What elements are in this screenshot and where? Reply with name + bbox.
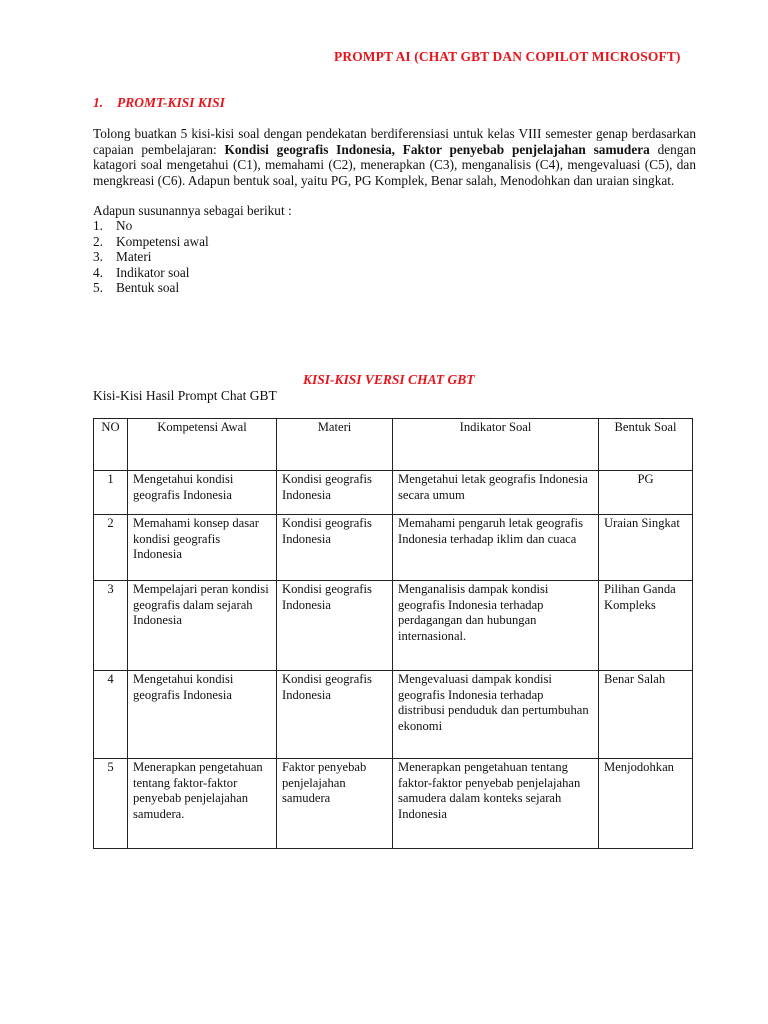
list-item-text: Materi [116,249,152,264]
section-heading-text: PROMT-KISI KISI [117,95,225,110]
kisi-table [93,418,693,849]
cell-materi: Kondisi geografis Indonesia [277,671,393,759]
list-item [93,218,209,234]
list-item-number: 2. [93,233,103,249]
list-item-text: Kompetensi awal [116,233,209,249]
cell-materi: Faktor penyebab penjelajahan samudera [277,759,393,849]
list-item-text: Bentuk soal [116,280,180,295]
cell-no: 3 [94,581,128,671]
section-number: 1. [93,95,104,110]
paragraph-part-2: dengan katagori soal mengetahui (C1), memahami (C2), menerapkan (C3), menganalisis (C4), mengevaluasi (C5), dan mengkreasi (C6). Adapun bentuk soal, yaitu PG, PG Komplek, Benar salah, Menodohkan dan uraian singkat. [93,141,696,188]
header-bentuk: Bentuk Soal [599,419,693,471]
list-item [93,280,209,296]
cell-no: 4 [94,671,128,759]
document-title: PROMPT AI (CHAT GBT DAN COPILOT MICROSOFT) [334,49,681,64]
kisi-subheading: Kisi-Kisi Hasil Prompt Chat GBT [93,388,277,403]
cell-kompetensi: Menerapkan pengetahuan tentang faktor-faktor penyebab penjelajahan samudera. [128,759,277,849]
cell-kompetensi: Mempelajari peran kondisi geografis dalam sejarah Indonesia [128,581,277,671]
cell-no: 1 [94,471,128,515]
cell-bentuk: Uraian Singkat [599,515,693,581]
cell-materi: Kondisi geografis Indonesia [277,581,393,671]
list-item-number: 4. [93,264,103,280]
cell-bentuk: Menjodohkan [599,759,693,849]
table-row [94,759,693,849]
list-intro: Adapun susunannya sebagai berikut : [93,203,292,218]
cell-bentuk: Pilihan Ganda Kompleks [599,581,693,671]
list-item-number: 3. [93,249,103,264]
cell-bentuk: Benar Salah [599,671,693,759]
table-row [94,515,693,581]
header-no: NO [94,419,128,471]
cell-kompetensi: Mengetahui kondisi geografis Indonesia [128,471,277,515]
list-item [93,234,209,250]
paragraph-bold-topic: Kondisi geografis Indonesia, Faktor penyebab penjelajahan samudera [224,141,650,157]
list-item-text: Indikator soal [116,264,190,280]
cell-no: 2 [94,515,128,581]
cell-kompetensi: Mengetahui kondisi geografis Indonesia [128,671,277,759]
kisi-heading: KISI-KISI VERSI CHAT GBT [303,372,475,387]
table-row [94,471,693,515]
table-row [94,581,693,671]
list-item-text: No [116,218,133,233]
section-heading-promt [93,95,225,111]
header-kompetensi: Kompetensi Awal [128,419,277,471]
list-item [93,249,209,265]
list-item [93,265,209,281]
cell-indikator: Menerapkan pengetahuan tentang faktor-faktor penyebab penjelajahan samudera dalam konteks sejarah Indonesia [393,759,599,849]
cell-indikator: Memahami pengaruh letak geografis Indonesia terhadap iklim dan cuaca [393,515,599,581]
header-materi: Materi [277,419,393,471]
cell-materi: Kondisi geografis Indonesia [277,471,393,515]
table-row [94,671,693,759]
list-item-number: 5. [93,280,103,295]
cell-no: 5 [94,759,128,849]
structure-list [93,218,209,296]
cell-indikator: Menganalisis dampak kondisi geografis Indonesia terhadap perdagangan dan hubungan internasional. [393,581,599,671]
cell-kompetensi: Memahami konsep dasar kondisi geografis Indonesia [128,515,277,581]
cell-materi: Kondisi geografis Indonesia [277,515,393,581]
cell-indikator: Mengevaluasi dampak kondisi geografis Indonesia terhadap distribusi penduduk dan pertumbuhan ekonomi [393,671,599,759]
paragraph-part-1: Tolong buatkan 5 kisi-kisi soal dengan pendekatan berdiferensiasi untuk kelas VIII semester genap berdasarkan capaian pembelajaran: [93,126,696,157]
list-item-number: 1. [93,218,103,233]
cell-bentuk: PG [599,471,693,515]
header-indikator: Indikator Soal [393,419,599,471]
table-header-row [94,419,693,471]
prompt-paragraph [93,126,696,188]
cell-indikator: Mengetahui letak geografis Indonesia secara umum [393,471,599,515]
